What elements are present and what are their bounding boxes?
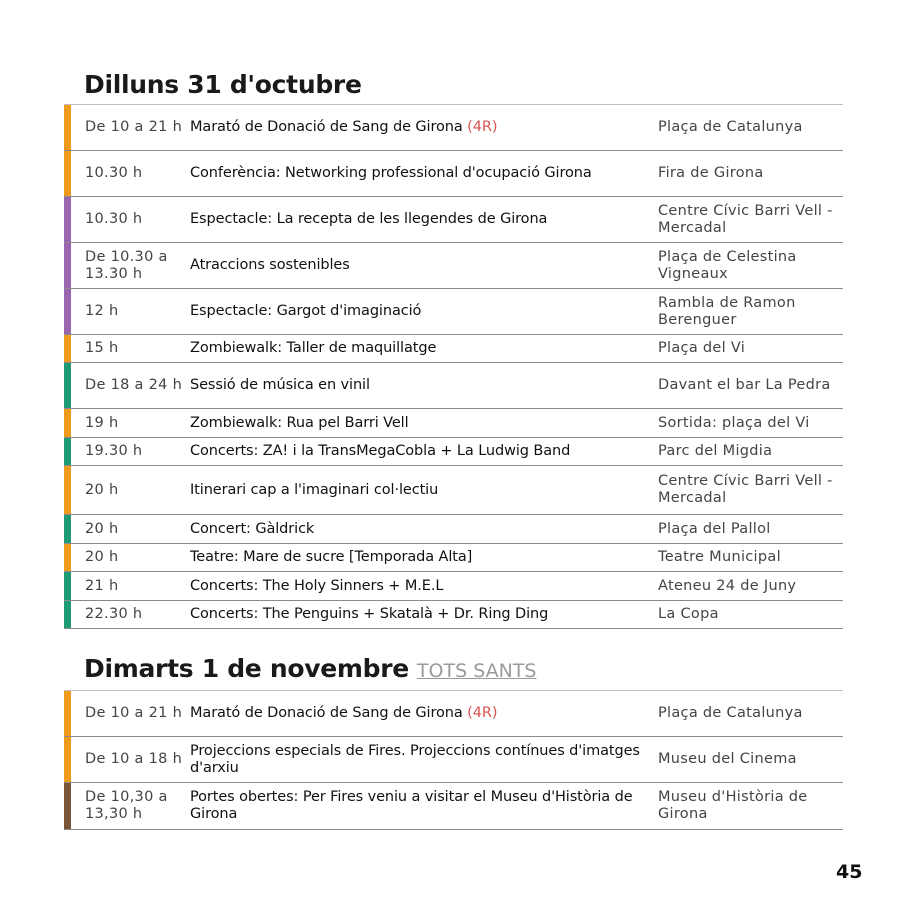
event-time: 20 h bbox=[71, 515, 190, 544]
category-color-bar bbox=[64, 601, 71, 629]
event-place: Parc del Migdia bbox=[658, 438, 843, 466]
event-title: Marató de Donació de Sang de Girona bbox=[190, 705, 463, 721]
event-place: Centre Cívic Barri Vell - Mercadal bbox=[658, 197, 843, 243]
category-color-bar bbox=[64, 335, 71, 363]
event-title: Espectacle: La recepta de les llegendes de Girona bbox=[190, 211, 548, 227]
event-title-cell bbox=[190, 438, 658, 466]
event-title: Espectacle: Gargot d'imaginació bbox=[190, 303, 422, 319]
event-time: 10.30 h bbox=[71, 151, 190, 197]
event-time: De 10,30 a 13,30 h bbox=[71, 783, 190, 830]
event-title-cell bbox=[190, 243, 658, 289]
event-time: 19.30 h bbox=[71, 438, 190, 466]
category-color-bar bbox=[64, 438, 71, 466]
event-title: Zombiewalk: Taller de maquillatge bbox=[190, 340, 437, 356]
event-row bbox=[64, 544, 843, 572]
category-color-bar bbox=[64, 691, 71, 737]
event-title: Concerts: ZA! i la TransMegaCobla + La Ludwig Band bbox=[190, 443, 571, 459]
event-row bbox=[64, 737, 843, 783]
holiday-link[interactable]: TOTS SANTS bbox=[416, 660, 537, 682]
event-row bbox=[64, 289, 843, 335]
event-place: Rambla de Ramon Berenguer bbox=[658, 289, 843, 335]
page-number: 45 bbox=[836, 861, 863, 883]
event-tag: (4R) bbox=[467, 119, 498, 135]
event-place: Plaça de Celestina Vigneaux bbox=[658, 243, 843, 289]
event-row bbox=[64, 572, 843, 601]
event-title-cell bbox=[190, 572, 658, 601]
category-color-bar bbox=[64, 737, 71, 783]
event-row bbox=[64, 515, 843, 544]
event-title: Marató de Donació de Sang de Girona bbox=[190, 119, 463, 135]
event-tag: (4R) bbox=[467, 705, 498, 721]
event-title-cell bbox=[190, 335, 658, 363]
event-time: 19 h bbox=[71, 409, 190, 438]
category-color-bar bbox=[64, 544, 71, 572]
event-row bbox=[64, 105, 843, 151]
event-title: Conferència: Networking professional d'ocupació Girona bbox=[190, 165, 592, 181]
event-title: Projeccions especials de Fires. Projeccions contínues d'imatges d'arxiu bbox=[190, 742, 640, 776]
event-title-cell bbox=[190, 105, 658, 151]
events-table bbox=[64, 104, 843, 629]
category-color-bar bbox=[64, 409, 71, 438]
event-title: Portes obertes: Per Fires veniu a visitar el Museu d'Història de Girona bbox=[190, 789, 633, 822]
day-heading-text: Dilluns 31 d'octubre bbox=[84, 70, 362, 99]
category-color-bar bbox=[64, 151, 71, 197]
event-place: Davant el bar La Pedra bbox=[658, 363, 843, 409]
day-heading bbox=[84, 654, 843, 686]
event-place: Teatre Municipal bbox=[658, 544, 843, 572]
category-color-bar bbox=[64, 105, 71, 151]
event-row bbox=[64, 783, 843, 830]
event-title-cell bbox=[190, 691, 658, 737]
event-time: 15 h bbox=[71, 335, 190, 363]
section-tuesday bbox=[64, 654, 843, 830]
event-time: 12 h bbox=[71, 289, 190, 335]
event-title-cell bbox=[190, 515, 658, 544]
event-title-cell bbox=[190, 466, 658, 515]
event-title: Zombiewalk: Rua pel Barri Vell bbox=[190, 414, 409, 431]
event-time: 21 h bbox=[71, 572, 190, 601]
event-row bbox=[64, 363, 843, 409]
event-title: Concerts: The Penguins + Skatalà + Dr. Ring Ding bbox=[190, 606, 549, 622]
event-place: Plaça del Pallol bbox=[658, 515, 843, 544]
event-place: Ateneu 24 de Juny bbox=[658, 572, 843, 601]
event-time: De 10 a 21 h bbox=[71, 105, 190, 151]
event-title-cell bbox=[190, 601, 658, 629]
event-row bbox=[64, 601, 843, 629]
event-place: Fira de Girona bbox=[658, 151, 843, 197]
event-place: Sortida: plaça del Vi bbox=[658, 409, 843, 438]
event-title: Concert: Gàldrick bbox=[190, 520, 315, 537]
event-title: Teatre: Mare de sucre [Temporada Alta] bbox=[190, 549, 473, 565]
event-time: 22.30 h bbox=[71, 601, 190, 629]
event-place: Museu del Cinema bbox=[658, 737, 843, 783]
event-title: Itinerari cap a l'imaginari col·lectiu bbox=[190, 481, 439, 498]
category-color-bar bbox=[64, 783, 71, 830]
section-monday bbox=[64, 70, 843, 629]
event-row bbox=[64, 197, 843, 243]
category-color-bar bbox=[64, 197, 71, 243]
event-place: La Copa bbox=[658, 601, 843, 629]
category-color-bar bbox=[64, 572, 71, 601]
event-time: De 10.30 a 13.30 h bbox=[71, 243, 190, 289]
event-title-cell bbox=[190, 783, 658, 830]
day-heading bbox=[84, 70, 843, 100]
day-heading-text: Dimarts 1 de novembre bbox=[84, 654, 409, 683]
events-table-body bbox=[64, 691, 843, 830]
event-title-cell bbox=[190, 363, 658, 409]
category-color-bar bbox=[64, 243, 71, 289]
event-time: 20 h bbox=[71, 466, 190, 515]
event-title: Atraccions sostenibles bbox=[190, 257, 350, 273]
category-color-bar bbox=[64, 289, 71, 335]
event-row bbox=[64, 335, 843, 363]
event-time: De 10 a 21 h bbox=[71, 691, 190, 737]
events-table-body bbox=[64, 105, 843, 629]
event-title-cell bbox=[190, 544, 658, 572]
event-row bbox=[64, 691, 843, 737]
event-row bbox=[64, 466, 843, 515]
event-row bbox=[64, 151, 843, 197]
event-time: 20 h bbox=[71, 544, 190, 572]
event-place: Plaça de Catalunya bbox=[658, 691, 843, 737]
event-time: De 18 a 24 h bbox=[71, 363, 190, 409]
event-title: Concerts: The Holy Sinners + M.E.L bbox=[190, 577, 444, 594]
event-place: Centre Cívic Barri Vell - Mercadal bbox=[658, 466, 843, 515]
event-row bbox=[64, 438, 843, 466]
event-title-cell bbox=[190, 151, 658, 197]
event-row bbox=[64, 409, 843, 438]
event-place: Plaça del Vi bbox=[658, 335, 843, 363]
event-title-cell bbox=[190, 409, 658, 438]
events-table bbox=[64, 690, 843, 830]
event-row bbox=[64, 243, 843, 289]
event-time: De 10 a 18 h bbox=[71, 737, 190, 783]
event-place: Plaça de Catalunya bbox=[658, 105, 843, 151]
category-color-bar bbox=[64, 363, 71, 409]
event-title: Sessió de música en vinil bbox=[190, 377, 370, 393]
event-time: 10.30 h bbox=[71, 197, 190, 243]
event-title-cell bbox=[190, 289, 658, 335]
event-place: Museu d'Història de Girona bbox=[658, 783, 843, 830]
category-color-bar bbox=[64, 466, 71, 515]
category-color-bar bbox=[64, 515, 71, 544]
event-title-cell bbox=[190, 197, 658, 243]
event-title-cell bbox=[190, 737, 658, 783]
